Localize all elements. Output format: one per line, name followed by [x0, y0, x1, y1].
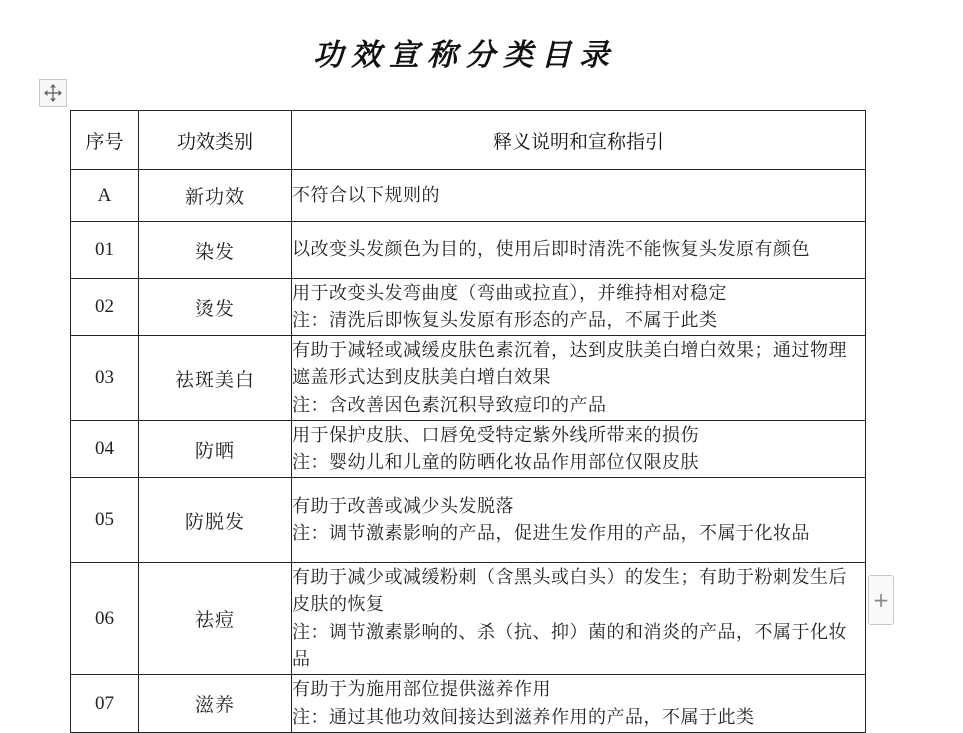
description-text: 有助于减少或减缓粉刺（含黑头或白头）的发生；有助于粉刺发生后皮肤的恢复: [292, 566, 847, 615]
plus-icon: +: [872, 588, 890, 612]
table-row: [71, 478, 866, 563]
row-category: 染发: [139, 222, 292, 279]
row-number: 02: [71, 279, 139, 336]
table-move-handle[interactable]: [39, 79, 67, 107]
row-number: 06: [71, 563, 139, 675]
header-no: 序号: [71, 111, 139, 170]
description-text: 有助于为施用部位提供滋养作用: [292, 679, 551, 700]
row-category: 祛痘: [139, 563, 292, 675]
table-row: [71, 336, 866, 421]
description-text: 用于保护皮肤、口唇免受特定紫外线所带来的损伤: [292, 424, 699, 446]
description-text: 用于改变头发弯曲度（弯曲或拉直），并维持相对稳定: [292, 282, 727, 304]
move-arrows-icon: [43, 83, 63, 103]
row-number: 05: [71, 478, 139, 563]
efficacy-catalog-table: [70, 110, 866, 733]
description-note: 注：调节激素影响的产品，促进生发作用的产品，不属于化妆品: [292, 523, 810, 544]
row-description: [292, 279, 866, 336]
row-number: 03: [71, 336, 139, 421]
row-category: 新功效: [139, 170, 292, 222]
table-row: [71, 563, 866, 675]
table-row: [71, 222, 866, 279]
row-category: 滋养: [139, 675, 292, 733]
row-description: [292, 563, 866, 675]
description-text: 以改变头发颜色为目的，使用后即时清洗不能恢复头发原有颜色: [292, 239, 810, 261]
table-row: [71, 675, 866, 733]
row-description: [292, 421, 866, 478]
row-category: 防脱发: [139, 478, 292, 563]
description-note: 注：调节激素影响的、杀（抗、抑）菌的和消炎的产品，不属于化妆品: [292, 621, 847, 670]
row-number: 04: [71, 421, 139, 478]
description-note: 注：婴幼儿和儿童的防晒化妆品作用部位仅限皮肤: [292, 452, 699, 473]
table-header-row: [71, 111, 866, 170]
row-category: 烫发: [139, 279, 292, 336]
description-text: 有助于减轻或减缓皮肤色素沉着，达到皮肤美白增白效果；通过物理遮盖形式达到皮肤美白增白效果: [292, 339, 847, 389]
row-description: [292, 675, 866, 733]
table-row: [71, 170, 866, 222]
add-column-button[interactable]: [868, 575, 894, 625]
table-row: [71, 421, 866, 478]
row-description: [292, 478, 866, 563]
row-number: A: [71, 170, 139, 222]
row-description: [292, 170, 866, 222]
description-note: 注：含改善因色素沉积导致痘印的产品: [292, 394, 607, 416]
document-title: 功效宣称分类目录: [313, 38, 617, 73]
description-text: 不符合以下规则的: [292, 184, 440, 206]
row-description: [292, 336, 866, 421]
description-text: 有助于改善或减少头发脱落: [292, 495, 514, 517]
table-row: [71, 279, 866, 336]
row-number: 01: [71, 222, 139, 279]
row-category: 祛斑美白: [139, 336, 292, 421]
description-note: 注：通过其他功效间接达到滋养作用的产品，不属于此类: [292, 706, 755, 728]
row-number: 07: [71, 675, 139, 733]
row-category: 防晒: [139, 421, 292, 478]
header-category: 功效类别: [139, 111, 292, 170]
description-note: 注：清洗后即恢复头发原有形态的产品，不属于此类: [292, 310, 718, 331]
header-description: 释义说明和宣称指引: [292, 111, 866, 170]
row-description: [292, 222, 866, 279]
